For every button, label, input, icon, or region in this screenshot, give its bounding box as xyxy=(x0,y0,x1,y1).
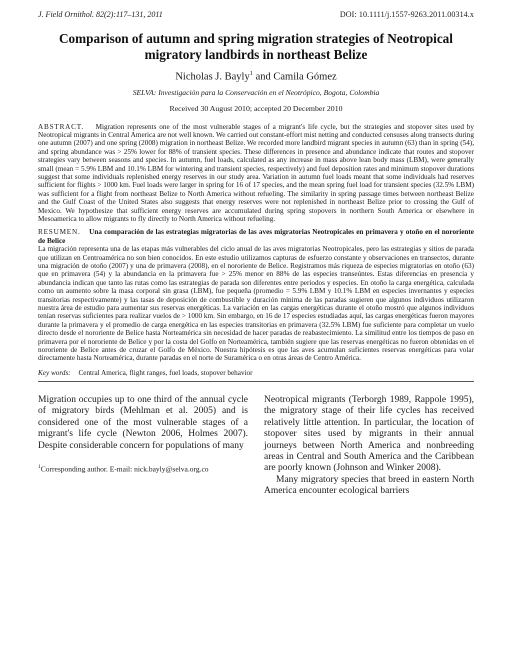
body-paragraph: Migration occupies up to one third of the annual cycle of migratory birds (Mehlman et al. 2005) and is considered one of the most vulnerable stages of a migrant's life cycle (Newton 2006, Holmes 2007). Despite considerable concern for populations of many xyxy=(38,394,248,451)
author-connector: and xyxy=(252,71,274,83)
resumen-text: La migración representa una de las etapas más vulnerables del ciclo anual de las aves migratorias Neotropicales, pero las estrategias y sitios de parada que utilizan en Centroamérica no son bien conocidos. En este estudio utilizamos capturas de esfuerzo constante y observaciones en transectos, durante una migración de otoño (2007) y una de primavera (2008), en el nororiente de Belice. Registramos más riqueza de especies migratorias en otoño (63) que en primavera (54) y la abundancia en la primavera fue > 25% menor en 88% de las especies transeúntes. Estas diferencias en presencia y abundancia indican que tanto las rutas como las estrategias de parada son diferentes entre periodos y especies. En otoño la carga energética, calculada como un aumento sobre la masa corporal sin grasa (LBM), fue pequeña (promedio = 5.9% LBM y 10.1% LBM en especies invernantes y especies transitorias respectivamente) y las tasas de deposición de combustible y duración mínima de las paradas sugieren que algunos individuos utilizaron nuestra área de estudio para aumentar sus reservas energéticas. La variación en las cargas energéticas durante el otoño mostró que algunos individuos tenían reservas suficientes para realizar vuelos de > 1000 km. Sin embargo, en 16 de 17 especies estudiadas aquí, las cargas energéticas fueron mayores durante la primavera y el promedio de carga energética en las especies transitorias en primavera (32.5% LBM) fue suficiente para completar un vuelo directo desde el nororiente de Belice hasta Norteamérica sin necesidad de hacer paradas de reabastecimiento. La similitud entre los tiempos de paso en primavera por el nororiente de Belice y por la costa del Golfo en Norteamérica, también sugiere que las reservas energéticas no fueron obtenidas en el nororiente de Belice antes de cruzar el Golfo de México. Nuestra hipótesis es que las aves acumulan suficientes reservas energéticas para volar directamente hasta Norteamérica, durante paradas en el norte de Suramérica o en otras áreas de Centro América. xyxy=(38,245,474,363)
keywords xyxy=(38,369,474,377)
journal-citation: J. Field Ornithol. 82(2):117–131, 2011 xyxy=(38,10,163,19)
left-column xyxy=(38,395,248,498)
article-title: Comparison of autumn and spring migration strategies of Neotropical migratory landbirds in northeast Belize xyxy=(59,31,453,62)
received-dates: Received 30 August 2010; accepted 20 December 2010 xyxy=(169,103,343,113)
footnote xyxy=(38,463,248,474)
resumen-title: Una comparación de las estrategias migratorias de las aves migratorias Neotropicales en primavera y otoño en el nororiente de Belice xyxy=(38,228,475,245)
body-paragraph: Neotropical migrants (Terborgh 1989, Rappole 1995), the migratory stage of their life cycles has received relatively little attention. In particular, the location of stopover sites used by migrants in their annual journeys between North America and nonbreeding areas in Central and South America and the Caribbean are poorly known (Johnson and Winker 2008). xyxy=(264,394,474,474)
keywords-text: Central America, flight ranges, fuel loads, stopover behavior xyxy=(78,368,253,377)
abstract-text: Migration represents one of the most vulnerable stages of a migrant's life cycle, but the strategies and stopover sites used by Neotropical migrants in Central America are not well known. We carried out constant-effort mist netting and conducted censuses along transects during one autumn (2007) and one spring (2008) migration in northeast Belize. We recorded more landbird migrant species in autumn (63) than in spring (54), and spring abundance was > 25% lower for 88% of transient species. These differences in presence and abundance indicate that routes and stopover strategies vary between seasons and species. In autumn, fuel loads, calculated as any increase in mass above lean body mass (LBM), were generally small (mean = 5.9% LBM and 10.1% LBM for wintering and transient species, respectively) and fuel deposition rates and minimum stopover durations suggest that some individuals replenished energy reserves in our study area. Variation in autumn fuel loads meant that some individuals had reserves sufficient for flights > 1000 km. Fuel loads were larger in spring for 16 of 17 species, and the mean spring fuel load for transient species (32.5% LBM) was sufficient for a flight from northeast Belize to North America without refueling. The similarity in spring passage times between northeast Belize and the Gulf Coast of the United States also suggests that energy reserves were not replenished in northeast Belize prior to crossing the Gulf of Mexico. We hypothesize that sufficient energy reserves are accumulated during spring stopovers in northern South America or elsewhere in Mesoamerica to allow migrants to fly directly to North America without refueling. xyxy=(38,122,475,223)
author-1-footnote-mark: 1 xyxy=(249,70,253,77)
doi-link[interactable]: DOI: 10.1111/j.1557-9263.2011.00314.x xyxy=(339,10,474,19)
abstract-label: ABSTRACT. xyxy=(38,122,85,131)
author-1: Nicholas J. Bayly xyxy=(175,71,250,83)
footnote-mark: 1 xyxy=(38,463,41,470)
resumen xyxy=(38,228,474,363)
footnote-text: Corresponding author. E-mail: nick.bayly@selva.org.co xyxy=(40,464,209,474)
section-divider xyxy=(38,381,474,382)
author-2: Camila Gómez xyxy=(273,71,337,83)
abstract xyxy=(38,123,474,224)
affiliation: SELVA: Investigación para la Conservación en el Neotrópico, Bogota, Colombia xyxy=(132,87,380,97)
body-columns xyxy=(38,395,474,498)
body-paragraph: Many migratory species that breed in eastern North America encounter ecological barriers xyxy=(264,474,474,497)
keywords-label: Key words: xyxy=(38,368,71,377)
running-header xyxy=(38,10,474,19)
author-line xyxy=(38,70,474,83)
right-column xyxy=(264,395,474,498)
resumen-label: RESUMEN. xyxy=(38,228,81,237)
